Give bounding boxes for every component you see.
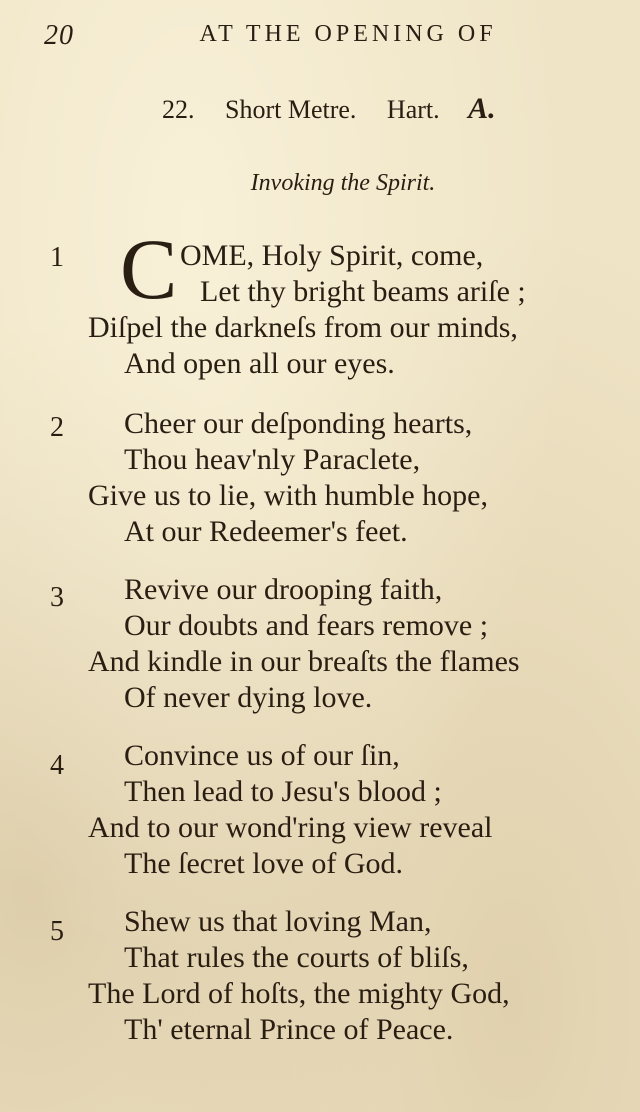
stanza-number: 4 [50,750,64,781]
tune-letter: A. [468,92,496,125]
verse-line: Cheer our deſponding hearts, [124,407,473,440]
verse-line: Then lead to Jesu's blood ; [124,775,442,808]
hymn-author: Hart. [386,95,440,124]
hymn-title: Invoking the Spirit. [250,170,436,196]
hymn-number: 22. [162,95,195,124]
verse-line: Shew us that loving Man, [124,905,432,938]
drop-cap: C [120,221,178,317]
hymn-metre: Short Metre. [225,95,357,124]
hymn-heading [162,92,496,126]
verse-line: The ſecret love of God. [124,847,404,880]
verse-line: Give us to lie, with humble hope, [88,479,488,512]
verse-line: And open all our eyes. [124,347,395,380]
verse-line: Our doubts and fears remove ; [124,609,489,642]
page-number: 20 [44,20,74,51]
verse-line: That rules the courts of bliſs, [124,941,469,974]
verse-line: And to our wond'ring view reveal [88,811,493,844]
verse-line: Diſpel the darkneſs from our minds, [88,311,518,344]
stanza-number: 2 [50,412,64,443]
verse-line: Revive our drooping faith, [124,573,443,606]
verse-line: Let thy bright beams ariſe ; [200,275,526,308]
verse-line: And kindle in our breaſts the flames [88,645,520,678]
verse-line: At our Redeemer's feet. [124,515,408,548]
verse-line: Of never dying love. [124,681,373,714]
running-title: AT THE OPENING OF [199,21,497,47]
verse-line: The Lord of hoſts, the mighty God, [88,977,510,1010]
verse-line: Thou heav'nly Paraclete, [124,443,421,476]
stanza-number: 1 [50,242,64,273]
stanza-number: 3 [50,582,64,613]
verse-line: OME, Holy Spirit, come, [180,239,484,272]
verse-line: Convince us of our ſin, [124,739,400,772]
stanza-number: 5 [50,916,64,947]
verse-line: Th' eternal Prince of Peace. [124,1013,454,1046]
